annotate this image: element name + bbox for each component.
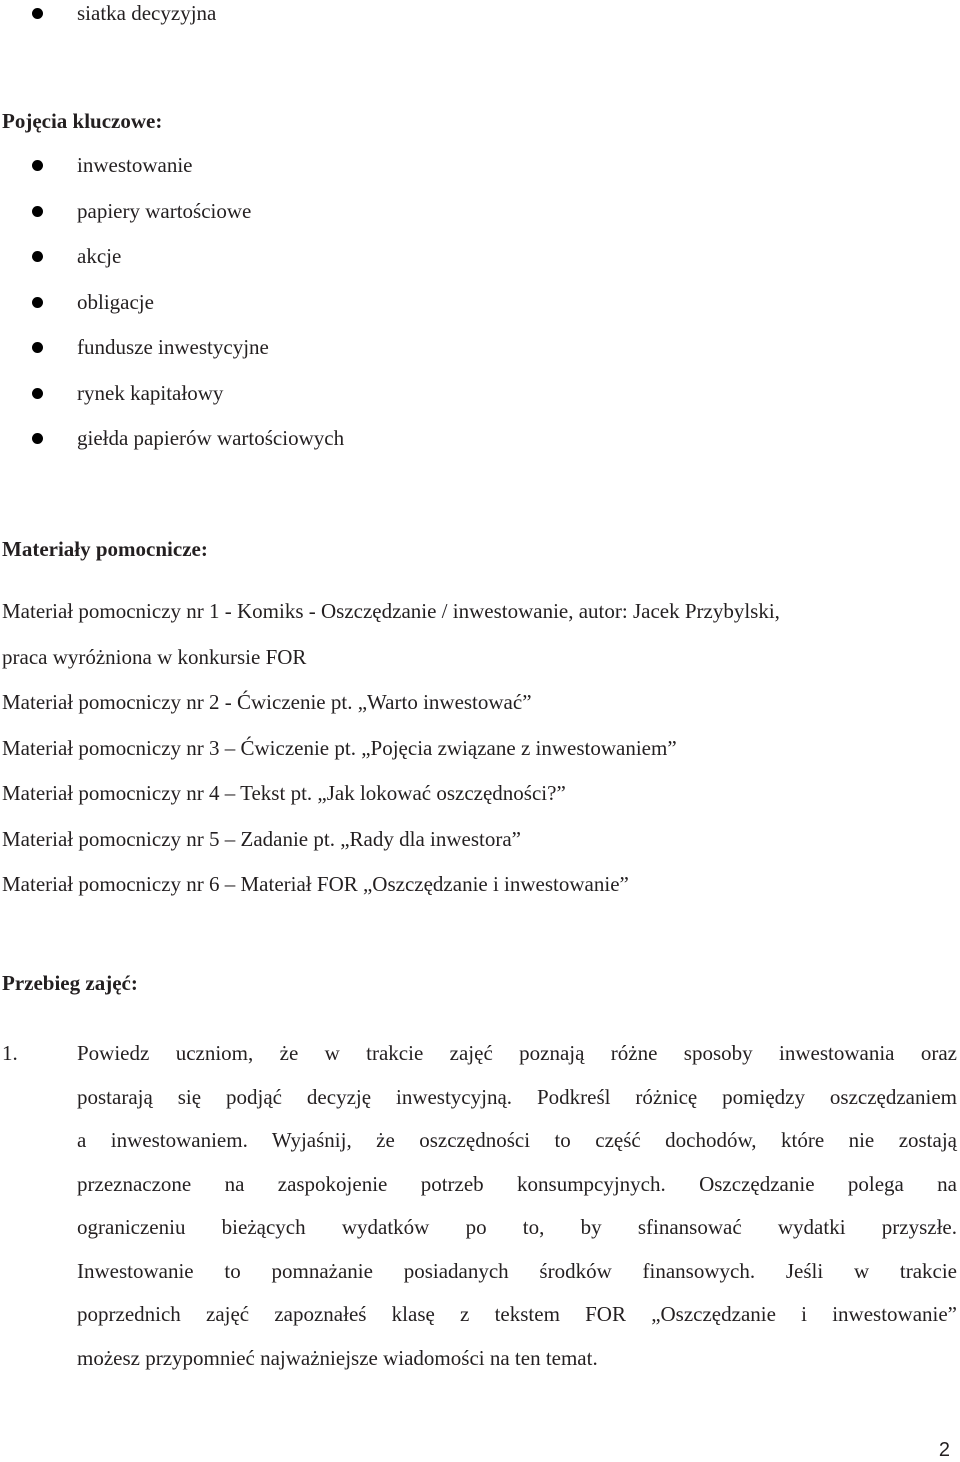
- top-bullet-list: [0, 0, 960, 46]
- list-item: [0, 152, 960, 198]
- key-concepts-heading: Pojęcia kluczowe:: [2, 109, 163, 133]
- list-item: [0, 289, 960, 335]
- page-number: 2: [938, 1439, 950, 1461]
- list-item: [0, 243, 960, 289]
- material-line: Materiał pomocniczy nr 6 – Materiał FOR „Oszczędzanie i inwestowanie”: [2, 872, 629, 896]
- material-line: Materiał pomocniczy nr 1 - Komiks - Oszczędzanie / inwestowanie, autor: Jacek Przybylski,: [2, 599, 780, 623]
- list-item-text: papiery wartościowe: [77, 198, 252, 223]
- step-text-line: Inwestowanie to pomnażanie posiadanych środków finansowych. Jeśli w trakcie: [77, 1258, 957, 1283]
- bullet-icon: [32, 342, 43, 353]
- step-text-line: a inwestowaniem. Wyjaśnij, że oszczędności to część dochodów, które nie zostają: [77, 1128, 957, 1152]
- bullet-icon: [32, 388, 43, 399]
- material-line: Materiał pomocniczy nr 4 – Tekst pt. „Jak lokować oszczędności?”: [2, 781, 566, 805]
- list-item-text: inwestowanie: [77, 153, 193, 177]
- list-item-text: siatka decyzyjna: [77, 1, 217, 25]
- materials-heading: Materiały pomocnicze:: [2, 537, 208, 561]
- bullet-icon: [32, 433, 43, 444]
- bullet-icon: [32, 160, 43, 171]
- list-item-text: rynek kapitałowy: [77, 380, 224, 405]
- bullet-icon: [32, 8, 43, 19]
- bullet-icon: [32, 251, 43, 262]
- key-concepts-list: [0, 152, 960, 471]
- step-text-line: Powiedz uczniom, że w trakcie zajęć poznają różne sposoby inwestowania oraz: [77, 1041, 957, 1065]
- list-item: [0, 380, 960, 426]
- lesson-step: [2, 1040, 957, 1388]
- step-text-line: przeznaczone na zaspokojenie potrzeb konsumpcyjnych. Oszczędzanie polega na: [77, 1171, 957, 1196]
- list-item: [0, 198, 960, 244]
- materials-list: [2, 598, 952, 917]
- list-item-text: akcje: [77, 244, 122, 268]
- list-item: [0, 334, 960, 380]
- bullet-icon: [32, 297, 43, 308]
- list-item-text: obligacje: [77, 289, 154, 314]
- step-text-line: możesz przypomnieć najważniejsze wiadomości na ten temat.: [77, 1345, 598, 1370]
- list-item: [0, 425, 960, 471]
- material-line: Materiał pomocniczy nr 5 – Zadanie pt. „Rady dla inwestora”: [2, 826, 521, 851]
- material-line: Materiał pomocniczy nr 2 - Ćwiczenie pt. „Warto inwestować”: [2, 690, 532, 714]
- list-item-text: fundusze inwestycyjne: [77, 335, 269, 359]
- material-line: praca wyróżniona w konkursie FOR: [2, 644, 307, 669]
- bullet-icon: [32, 206, 43, 217]
- step-text-line: ograniczeniu bieżących wydatków po to, by sfinansować wydatki przyszłe.: [77, 1215, 957, 1239]
- lesson-plan-heading: Przebieg zajęć:: [2, 971, 138, 995]
- step-text-line: poprzednich zajęć zapoznałeś klasę z tekstem FOR „Oszczędzanie i inwestowanie”: [77, 1302, 957, 1326]
- list-item-text: giełda papierów wartościowych: [77, 426, 345, 450]
- step-text-line: postarają się podjąć decyzję inwestycyjną. Podkreśl różnicę pomiędzy oszczędzaniem: [77, 1084, 957, 1109]
- material-line: Materiał pomocniczy nr 3 – Ćwiczenie pt. „Pojęcia związane z inwestowaniem”: [2, 735, 677, 760]
- step-number: 1.: [2, 1041, 18, 1065]
- list-item: [0, 0, 960, 46]
